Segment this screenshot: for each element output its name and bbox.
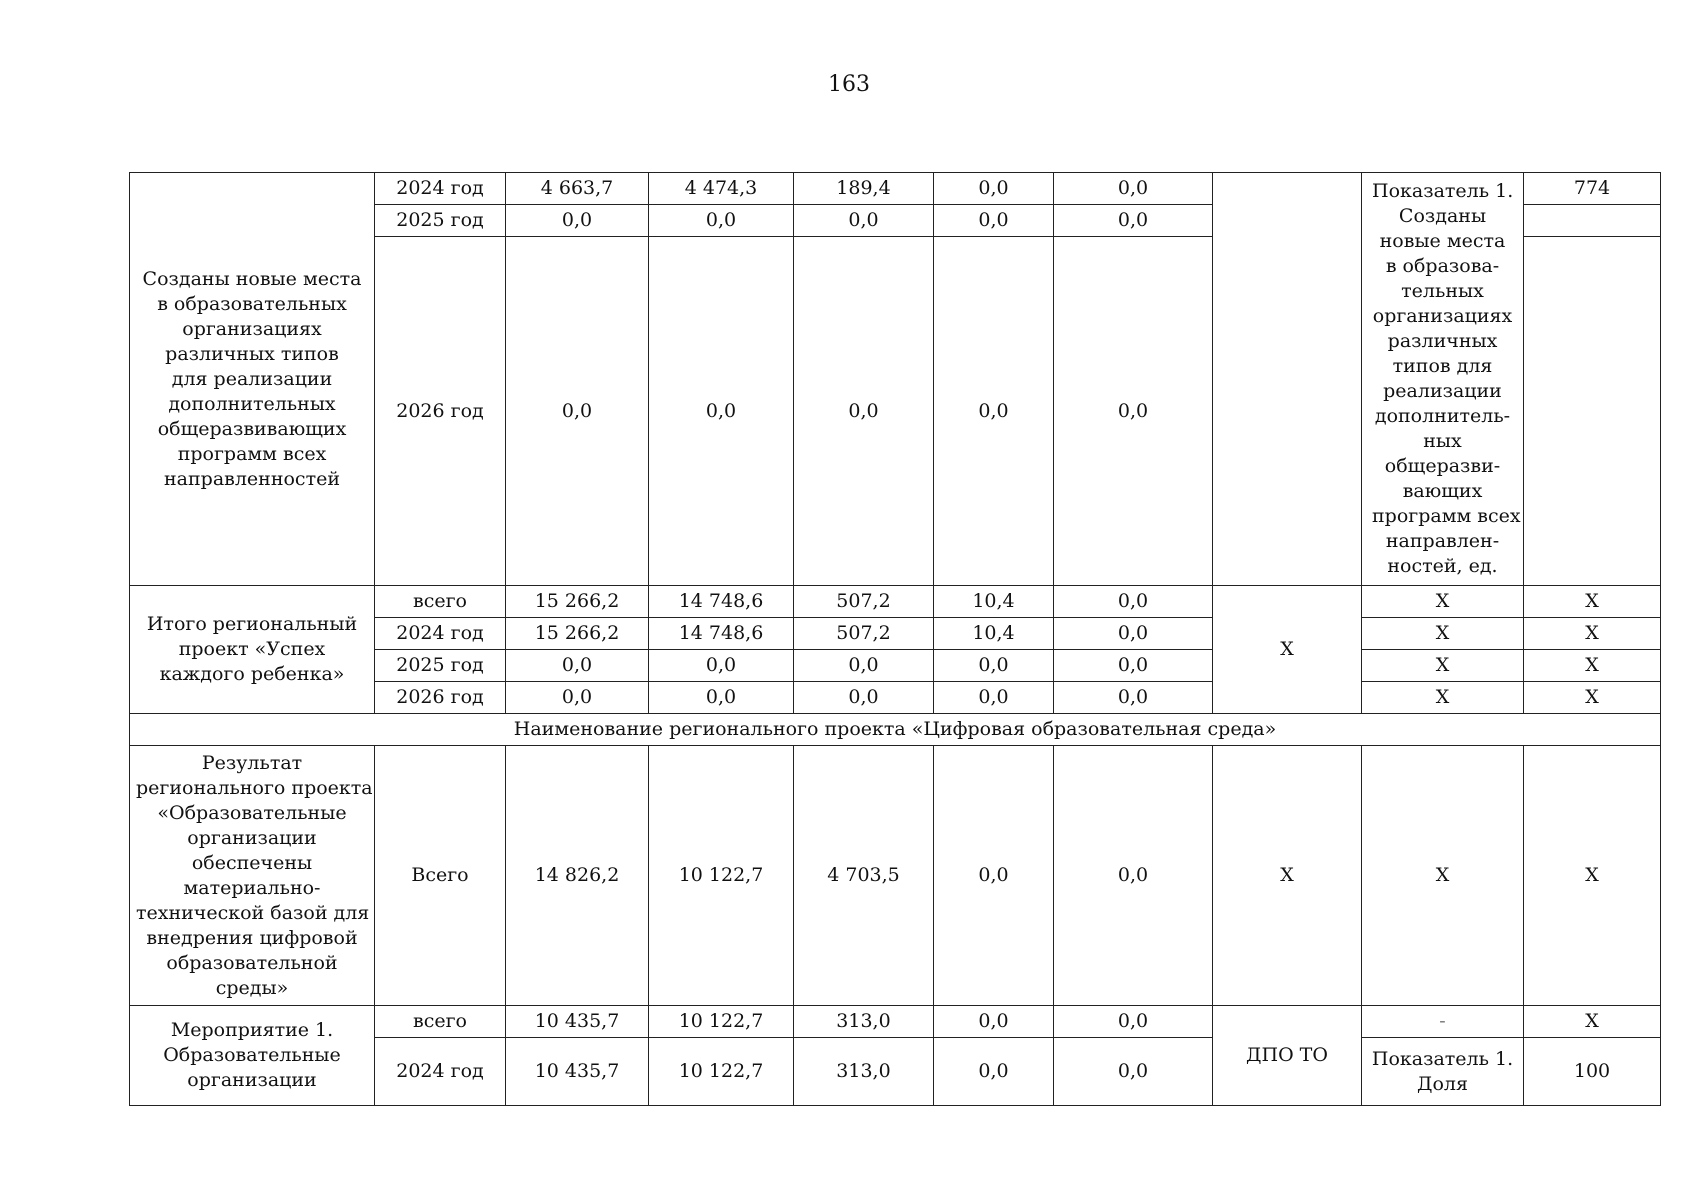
value-cell: 0,0: [794, 682, 934, 714]
value-cell: 313,0: [794, 1006, 934, 1038]
value-cell: 313,0: [794, 1038, 934, 1106]
cell-text: организациях: [1372, 305, 1513, 327]
value-cell: Х: [1524, 586, 1661, 618]
value-cell: 507,2: [794, 618, 934, 650]
cell-text: Показатель 1.: [1372, 180, 1514, 202]
cell-text: направлен-: [1385, 530, 1500, 552]
cell-text: Итого региональный: [146, 613, 358, 635]
total-name-cell: [130, 586, 375, 714]
cell-text: Мероприятие 1.: [170, 1019, 334, 1041]
cell-text: Созданы новые места: [142, 267, 362, 290]
cell-text: реализации: [1383, 380, 1502, 402]
cell-text: «Образовательные: [157, 801, 347, 824]
period-cell: 2025 год: [375, 205, 506, 237]
value-cell: 0,0: [1054, 1006, 1213, 1038]
value-cell: 0,0: [934, 1038, 1054, 1106]
cell-text: среды»: [215, 976, 289, 999]
cell-text: различных типов: [165, 342, 339, 365]
table-row: [130, 714, 1661, 746]
cell-text: обеспечены: [191, 851, 313, 874]
result-name-cell: [130, 746, 375, 1006]
section-header: Наименование регионального проекта «Цифровая образовательная среда»: [130, 714, 1661, 746]
value-cell: 15 266,2: [506, 586, 649, 618]
cell-text: общеразви-: [1384, 455, 1501, 477]
value-cell: [1524, 237, 1661, 586]
executor-cell: Х: [1213, 746, 1362, 1006]
value-cell: 10,4: [934, 618, 1054, 650]
period-cell: 2026 год: [375, 682, 506, 714]
value-cell: 10 435,7: [506, 1038, 649, 1106]
cell-text: каждого ребенка»: [159, 663, 345, 685]
value-cell: Х: [1524, 618, 1661, 650]
value-cell: 0,0: [649, 205, 794, 237]
indicator-cell: Х: [1362, 746, 1524, 1006]
cell-text: программ всех: [177, 442, 327, 465]
indicator-cell: Х: [1362, 618, 1524, 650]
cell-text: материально-: [183, 876, 321, 899]
period-cell: 2024 год: [375, 173, 506, 205]
value-cell: 0,0: [506, 237, 649, 586]
executor-cell: [1213, 173, 1362, 586]
cell-text: проект «Успех: [178, 638, 326, 660]
cell-text: дополнительных: [168, 392, 336, 415]
value-cell: 0,0: [1054, 1038, 1213, 1106]
period-cell: Всего: [375, 746, 506, 1006]
cell-text: в образовательных: [157, 292, 347, 315]
value-cell: 0,0: [1054, 586, 1213, 618]
value-cell: [1524, 205, 1661, 237]
indicator-cell: [1362, 173, 1524, 586]
budget-table: [129, 172, 1661, 1106]
cell-text: общеразвивающих: [157, 417, 347, 440]
value-cell: 0,0: [934, 205, 1054, 237]
value-cell: 0,0: [506, 205, 649, 237]
value-cell: Х: [1524, 746, 1661, 1006]
value-cell: 0,0: [1054, 237, 1213, 586]
value-cell: 0,0: [934, 746, 1054, 1006]
value-cell: 0,0: [934, 682, 1054, 714]
cell-text: ных: [1423, 430, 1462, 452]
cell-text: для реализации: [171, 367, 333, 390]
value-cell: 774: [1524, 173, 1661, 205]
value-cell: 10,4: [934, 586, 1054, 618]
indicator-cell: -: [1362, 1006, 1524, 1038]
value-cell: 0,0: [649, 650, 794, 682]
cell-text: Созданы: [1398, 205, 1487, 227]
value-cell: Х: [1524, 650, 1661, 682]
cell-text: организации: [187, 1069, 317, 1091]
value-cell: 10 122,7: [649, 746, 794, 1006]
value-cell: 0,0: [1054, 650, 1213, 682]
page-number: 163: [828, 72, 870, 97]
value-cell: 0,0: [649, 682, 794, 714]
cell-text: внедрения цифровой: [146, 926, 358, 949]
table-row: [130, 1006, 1661, 1038]
value-cell: 10 122,7: [649, 1038, 794, 1106]
indicator-cell: Х: [1362, 682, 1524, 714]
cell-text: типов для: [1392, 355, 1493, 377]
value-cell: 0,0: [934, 650, 1054, 682]
value-cell: 0,0: [649, 237, 794, 586]
value-cell: 0,0: [506, 682, 649, 714]
executor-cell: ДПО ТО: [1213, 1006, 1362, 1106]
value-cell: 0,0: [794, 205, 934, 237]
cell-text: организации: [187, 826, 317, 849]
cell-text: регионального проекта: [136, 776, 373, 799]
value-cell: Х: [1524, 1006, 1661, 1038]
value-cell: 0,0: [794, 237, 934, 586]
indicator-cell: Х: [1362, 650, 1524, 682]
value-cell: Х: [1524, 682, 1661, 714]
cell-text: Результат: [201, 751, 303, 774]
value-cell: 4 663,7: [506, 173, 649, 205]
result-name-cell: [130, 173, 375, 586]
period-cell: всего: [375, 586, 506, 618]
cell-text: Показатель 1.: [1371, 1047, 1514, 1070]
indicator-cell: [1362, 1038, 1524, 1106]
value-cell: 0,0: [1054, 618, 1213, 650]
cell-text: различных: [1387, 330, 1498, 352]
value-cell: 0,0: [794, 650, 934, 682]
value-cell: 14 748,6: [649, 618, 794, 650]
cell-text: в образова-: [1385, 255, 1500, 277]
indicator-cell: Х: [1362, 586, 1524, 618]
value-cell: 15 266,2: [506, 618, 649, 650]
cell-text: тельных: [1401, 280, 1484, 302]
value-cell: 10 435,7: [506, 1006, 649, 1038]
value-cell: 4 474,3: [649, 173, 794, 205]
period-cell: 2026 год: [375, 237, 506, 586]
value-cell: 4 703,5: [794, 746, 934, 1006]
table-row: [130, 586, 1661, 618]
executor-cell: Х: [1213, 586, 1362, 714]
table-row: [130, 173, 1661, 205]
value-cell: 0,0: [1054, 205, 1213, 237]
value-cell: 0,0: [1054, 173, 1213, 205]
cell-text: направленностей: [164, 467, 340, 490]
period-cell: 2025 год: [375, 650, 506, 682]
cell-text: Доля: [1417, 1072, 1468, 1095]
value-cell: 14 748,6: [649, 586, 794, 618]
value-cell: 507,2: [794, 586, 934, 618]
cell-text: новые места: [1379, 230, 1506, 252]
period-cell: 2024 год: [375, 618, 506, 650]
value-cell: 0,0: [506, 650, 649, 682]
cell-text: дополнитель-: [1374, 405, 1511, 427]
cell-text: программ всех: [1372, 505, 1521, 527]
value-cell: 0,0: [1054, 746, 1213, 1006]
value-cell: 0,0: [934, 1006, 1054, 1038]
value-cell: 0,0: [934, 173, 1054, 205]
cell-text: ностей, ед.: [1387, 555, 1498, 577]
period-cell: всего: [375, 1006, 506, 1038]
period-cell: 2024 год: [375, 1038, 506, 1106]
cell-text: организациях: [182, 317, 322, 340]
value-cell: 10 122,7: [649, 1006, 794, 1038]
value-cell: 0,0: [1054, 682, 1213, 714]
table-row: [130, 746, 1661, 1006]
value-cell: 14 826,2: [506, 746, 649, 1006]
cell-text: Образовательные: [163, 1044, 341, 1066]
value-cell: 189,4: [794, 173, 934, 205]
value-cell: 100: [1524, 1038, 1661, 1106]
measure-name-cell: [130, 1006, 375, 1106]
cell-text: технической базой для: [136, 901, 370, 924]
cell-text: вающих: [1402, 480, 1483, 502]
value-cell: 0,0: [934, 237, 1054, 586]
cell-text: образовательной: [166, 951, 338, 974]
